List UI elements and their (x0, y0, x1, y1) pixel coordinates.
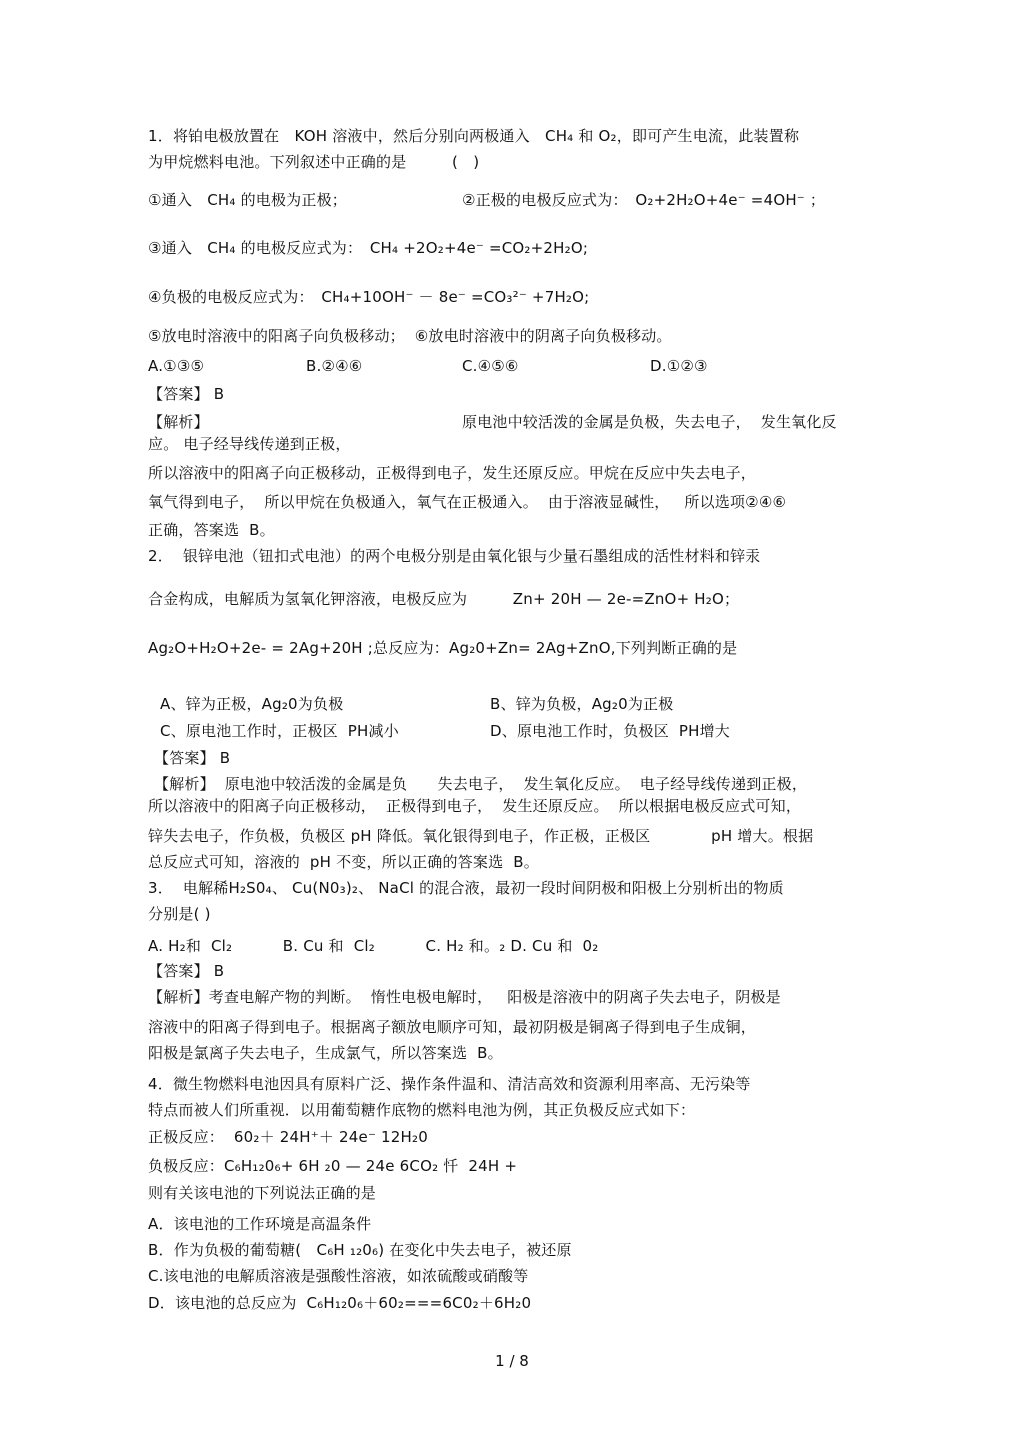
q3-stem-line2: 分别是( ) (148, 905, 211, 923)
q1-choice-c: C.④⑤⑥ (462, 357, 519, 375)
q3-choices: A. H₂和 Cl₂ B. Cu 和 Cl₂ C. H₂ 和。₂ D. Cu 和 0₂ (148, 937, 599, 955)
q4-stem-line2: 特点而被人们所重视．以用葡萄糖作底物的燃料电池为例，其正负极反应式如下： (148, 1101, 696, 1119)
q1-answer: 【答案】 B (148, 385, 225, 403)
q4-question: 则有关该电池的下列说法正确的是 (148, 1184, 377, 1202)
q4-option-a: A．该电池的工作环境是高温条件 (148, 1215, 372, 1233)
q1-option-5-6: ⑤放电时溶液中的阳离子向负极移动； ⑥放电时溶液中的阴离子向负极移动。 (148, 327, 672, 345)
q2-analysis-line1: 【解析】 原电池中较活泼的金属是负 失去电子， 发生氧化反应。 电子经导线传递到正极， (154, 775, 808, 793)
q1-analysis-line4: 氧气得到电子， 所以甲烷在负极通入，氧气在正极通入。 由于溶液显碱性， 所以选项②④⑥ (148, 493, 787, 511)
q1-choice-b: B.②④⑥ (306, 357, 363, 375)
q1-analysis-line3: 所以溶液中的阳离子向正极移动，正极得到电子，发生还原反应。甲烷在反应中失去电子， (148, 464, 757, 482)
q2-option-c: C、原电池工作时，正极区 PH减小 (160, 722, 399, 740)
q1-option-3: ③通入 CH₄ 的电极反应式为： CH₄ +2O₂+4e⁻ =CO₂+2H₂O; (148, 239, 589, 257)
q1-stem-line1: 1．将铂电极放置在 KOH 溶液中，然后分别向两极通入 CH₄ 和 O₂，即可产生电流，此装置称 (148, 127, 800, 145)
q1-option-1: ①通入 CH₄ 的电极为正极； (148, 191, 347, 209)
q4-stem-line1: 4．微生物燃料电池因具有原料广泛、操作条件温和、清洁高效和资源利用率高、无污染等 (148, 1075, 751, 1093)
q2-option-a: A、锌为正极，Ag₂0为负极 (160, 695, 344, 713)
q4-option-d: D．该电池的总反应为 C₆H₁₂0₆＋60₂===6C0₂＋6H₂0 (148, 1294, 532, 1312)
q2-answer: 【答案】 B (154, 749, 231, 767)
q2-analysis-line4: 总反应式可知，溶液的 pH 不变，所以正确的答案选 B。 (148, 853, 539, 871)
q2-option-b: B、锌为负极，Ag₂0为正极 (490, 695, 674, 713)
q4-option-b: B．作为负极的葡萄糖( C₆H ₁₂0₆) 在变化中失去电子，被还原 (148, 1241, 572, 1259)
q2-option-d: D、原电池工作时，负极区 PH增大 (490, 722, 731, 740)
q2-stem-line1: 2． 银锌电池（钮扣式电池）的两个电极分别是由氧化银与少量石墨组成的活性材料和锌汞 (148, 547, 761, 565)
q3-analysis-line2: 溶液中的阳离子得到电子。根据离子额放电顺序可知，最初阴极是铜离子得到电子生成铜， (148, 1018, 757, 1036)
q1-analysis-line1: 原电池中较活泼的金属是负极，失去电子， 发生氧化反 (462, 413, 837, 431)
q3-analysis-line1: 【解析】考查电解产物的判断。 惰性电极电解时， 阳极是溶液中的阴离子失去电子，阴极是 (148, 988, 781, 1006)
q1-option-4: ④负极的电极反应式为： CH₄+10OH⁻ － 8e⁻ =CO₃²⁻ +7H₂O; (148, 288, 590, 306)
q1-analysis-line2: 应。 电子经导线传递到正极， (148, 435, 351, 453)
q2-stem-line2: 合金构成，电解质为氢氧化钾溶液，电极反应为 Zn+ 20H — 2e-=ZnO+ H₂O； (148, 590, 740, 608)
page-number: 1 / 8 (495, 1352, 529, 1370)
q3-answer: 【答案】 B (148, 962, 225, 980)
q3-analysis-line3: 阳极是氯离子失去电子，生成氯气，所以答案选 B。 (148, 1044, 503, 1062)
q2-analysis-line3: 锌失去电子，作负极，负极区 pH 降低。氧化银得到电子，作正极，正极区 pH 增大。根据 (148, 827, 814, 845)
q1-choice-d: D.①②③ (650, 357, 708, 375)
q1-analysis-line5: 正确，答案选 B。 (148, 521, 275, 539)
q4-positive-reaction: 正极反应： 60₂＋ 24H⁺＋ 24e⁻ 12H₂0 (148, 1128, 428, 1146)
q2-analysis-line2: 所以溶液中的阳离子向正极移动， 正极得到电子， 发生还原反应。 所以根据电极反应式可知， (148, 797, 802, 815)
q1-stem-line2: 为甲烷燃料电池。下列叙述中正确的是 ( ) (148, 153, 480, 171)
q1-choice-a: A.①③⑤ (148, 357, 205, 375)
q1-option-2: ②正极的电极反应式为： O₂+2H₂O+4e⁻ =4OH⁻ ； (462, 191, 826, 209)
q4-negative-reaction: 负极反应：C₆H₁₂0₆+ 6H ₂0 — 24e 6CO₂ 忏 24H + (148, 1157, 518, 1175)
q3-stem-line1: 3． 电解稀H₂S0₄、 Cu(N0₃)₂、 NaCl 的混合液，最初一段时间阴极和阳极上分别析出的物质 (148, 879, 784, 897)
q1-analysis-label: 【解析】 (148, 413, 209, 431)
q2-stem-line3: Ag₂O+H₂O+2e- = 2Ag+20H ;总反应为：Ag₂0+Zn= 2Ag+ZnO,下列判断正确的是 (148, 639, 738, 657)
q4-option-c: C.该电池的电解质溶液是强酸性溶液，如浓硫酸或硝酸等 (148, 1267, 529, 1285)
